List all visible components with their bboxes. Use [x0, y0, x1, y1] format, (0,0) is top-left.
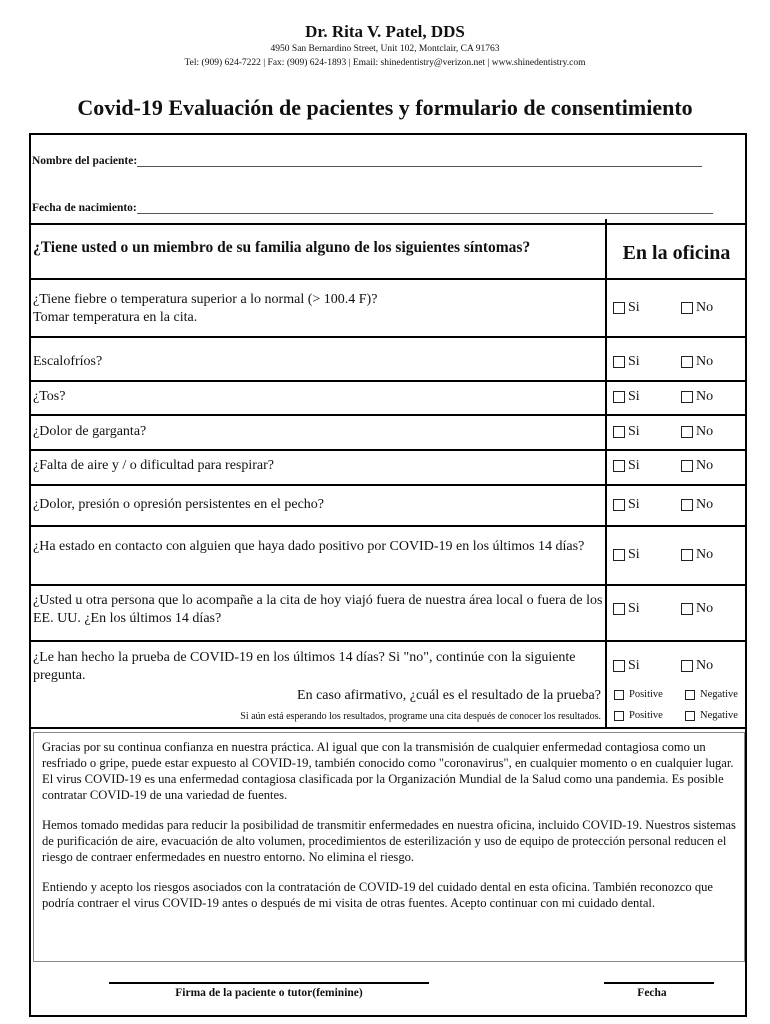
checkbox-icon: [685, 690, 695, 700]
positive-label: Positive: [629, 710, 663, 721]
contact-yes-checkbox[interactable]: [613, 547, 640, 563]
yes-label: Si: [628, 458, 640, 473]
test-result-question: En caso afirmativo, ¿cuál es el resultado de la prueba?: [297, 688, 601, 703]
no-label: No: [696, 547, 714, 562]
row-rule: [29, 640, 747, 642]
row-rule: [29, 449, 747, 451]
sore-throat-no-checkbox[interactable]: [681, 424, 713, 440]
consent-statement: [33, 732, 745, 962]
question-travel: ¿Usted u otra persona que lo acompañe a la cita de hoy viajó fuera de nuestra área local o fuera de los EE. UU. ¿En los últimos 14 días?: [33, 593, 603, 626]
travel-no-checkbox[interactable]: [681, 601, 713, 617]
checkbox-icon: [681, 302, 693, 314]
consent-paragraph: Hemos tomado medidas para reducir la posibilidad de transmitir enfermedades en nuestra oficina, incluido COVID-19. Nuestros sistemas de purificación de aire, evacuación de alto volumen, procedimientos de esterilización y uso de equipo de protección personal reducen el riesgo de contraer enfermedades en nuestro entorno. No elimina el riesgo.: [42, 818, 736, 864]
no-label: No: [696, 458, 714, 473]
yes-label: Si: [628, 601, 640, 616]
row-rule: [29, 484, 747, 486]
tested-yes-checkbox[interactable]: [613, 658, 640, 674]
checkbox-icon: [681, 460, 693, 472]
checkbox-icon: [681, 426, 693, 438]
patient-name-label: Nombre del paciente:: [32, 155, 138, 167]
waiting-results-note: Si aún está esperando los resultados, programe una cita después de conocer los resultados.: [240, 711, 601, 722]
no-label: No: [696, 601, 714, 616]
dob-field[interactable]: [32, 202, 713, 214]
checkbox-icon: [613, 426, 625, 438]
no-label: No: [696, 389, 714, 404]
checkbox-icon: [681, 549, 693, 561]
checkbox-icon: [681, 660, 693, 672]
row-rule: [29, 525, 747, 527]
positive-label: Positive: [629, 689, 663, 700]
waiting-positive-checkbox[interactable]: [614, 710, 663, 721]
checkbox-icon: [614, 711, 624, 721]
checkbox-icon: [613, 356, 625, 368]
practice-contact: Tel: (909) 624-7222 | Fax: (909) 624-1893 | Email: shinedentistry@verizon.net | www.shinedentistry.com: [184, 58, 586, 68]
checkbox-icon: [613, 499, 625, 511]
fever-yes-checkbox[interactable]: [613, 300, 640, 316]
row-rule: [29, 336, 747, 338]
waiting-negative-checkbox[interactable]: [685, 710, 738, 721]
travel-yes-checkbox[interactable]: [613, 601, 640, 617]
cough-yes-checkbox[interactable]: [613, 389, 640, 405]
chills-yes-checkbox[interactable]: [613, 354, 640, 370]
checkbox-icon: [613, 391, 625, 403]
patient-name-line[interactable]: [137, 166, 702, 167]
checkbox-icon: [614, 690, 624, 700]
contact-no-checkbox[interactable]: [681, 547, 713, 563]
tested-no-checkbox[interactable]: [681, 658, 713, 674]
date-label: Fecha: [637, 987, 667, 999]
checkbox-icon: [681, 603, 693, 615]
yes-label: Si: [628, 547, 640, 562]
no-label: No: [696, 354, 714, 369]
result-positive-checkbox[interactable]: [614, 689, 663, 700]
yes-label: Si: [628, 424, 640, 439]
result-negative-checkbox[interactable]: [685, 689, 738, 700]
checkbox-icon: [613, 549, 625, 561]
question-chest-pain: ¿Dolor, presión o opresión persistentes en el pecho?: [33, 497, 325, 512]
fever-no-checkbox[interactable]: [681, 300, 713, 316]
row-rule: [29, 278, 747, 280]
practice-address: 4950 San Bernardino Street, Unit 102, Montclair, CA 91763: [270, 44, 500, 54]
checkbox-icon: [613, 460, 625, 472]
chills-no-checkbox[interactable]: [681, 354, 713, 370]
row-rule: [29, 414, 747, 416]
row-rule: [29, 584, 747, 586]
breath-yes-checkbox[interactable]: [613, 458, 640, 474]
yes-label: Si: [628, 300, 640, 315]
breath-no-checkbox[interactable]: [681, 458, 713, 474]
no-label: No: [696, 497, 714, 512]
dob-line[interactable]: [137, 213, 713, 214]
yes-label: Si: [628, 658, 640, 673]
date-line[interactable]: [604, 982, 714, 984]
chest-pain-yes-checkbox[interactable]: [613, 497, 640, 513]
checkbox-icon: [613, 302, 625, 314]
table-divider: [605, 219, 607, 727]
question-tested: ¿Le han hecho la prueba de COVID-19 en los últimos 14 días? Si "no", continúe con la siguiente pregunta.: [33, 650, 576, 683]
dob-label: Fecha de nacimiento:: [32, 202, 137, 214]
table-bottom-rule: [29, 727, 747, 729]
row-rule: [29, 380, 747, 382]
signature-line[interactable]: [109, 982, 429, 984]
table-top-rule: [29, 223, 747, 225]
form-title: Covid-19 Evaluación de pacientes y formulario de consentimiento: [77, 95, 693, 120]
negative-label: Negative: [700, 689, 738, 700]
no-label: No: [696, 424, 714, 439]
question-sore-throat: ¿Dolor de garganta?: [33, 424, 147, 439]
yes-label: Si: [628, 354, 640, 369]
practice-name: Dr. Rita V. Patel, DDS: [305, 22, 465, 41]
question-chills: Escalofríos?: [33, 354, 103, 369]
question-fever: ¿Tiene fiebre o temperatura superior a lo normal (> 100.4 F)? Tomar temperatura en la cita.: [33, 292, 378, 325]
consent-paragraph: Gracias por su continua confianza en nuestra práctica. Al igual que con la transmisión de cualquier enfermedad contagiosa como un resfriado o gripe, puede estar expuesto al COVID-19, también conocido como "coronavirus", en cualquier momento o en cualquier lugar. El virus COVID-19 es una enfermedad contagiosa clasificada por la Organización Mundial de la Salud como una pandemia. Es posible contratar COVID-19 de una variedad de fuentes.: [42, 740, 734, 802]
checkbox-icon: [681, 499, 693, 511]
no-label: No: [696, 658, 714, 673]
question-contact-positive: ¿Ha estado en contacto con alguien que haya dado positivo por COVID-19 en los últimos 14 días?: [33, 539, 585, 554]
consent-paragraph: Entiendo y acepto los riesgos asociados con la contratación de COVID-19 del cuidado dental en esta oficina. También reconozco que podría contraer el virus COVID-19 antes o después de mi visita de otras fuentes. Acepto continuar con mi cuidado dental.: [42, 880, 714, 910]
patient-name-field[interactable]: [32, 155, 702, 167]
cough-no-checkbox[interactable]: [681, 389, 713, 405]
checkbox-icon: [681, 356, 693, 368]
no-label: No: [696, 300, 714, 315]
chest-pain-no-checkbox[interactable]: [681, 497, 713, 513]
checkbox-icon: [685, 711, 695, 721]
negative-label: Negative: [700, 710, 738, 721]
symptoms-question-header: ¿Tiene usted o un miembro de su familia alguno de los siguientes síntomas?: [33, 239, 531, 256]
yes-label: Si: [628, 497, 640, 512]
checkbox-icon: [681, 391, 693, 403]
yes-label: Si: [628, 389, 640, 404]
signature-label: Firma de la paciente o tutor(feminine): [175, 987, 363, 999]
office-column-header: En la oficina: [622, 242, 731, 264]
checkbox-icon: [613, 660, 625, 672]
checkbox-icon: [613, 603, 625, 615]
question-shortness-of-breath: ¿Falta de aire y / o dificultad para respirar?: [33, 458, 274, 473]
question-cough: ¿Tos?: [33, 389, 66, 404]
sore-throat-yes-checkbox[interactable]: [613, 424, 640, 440]
